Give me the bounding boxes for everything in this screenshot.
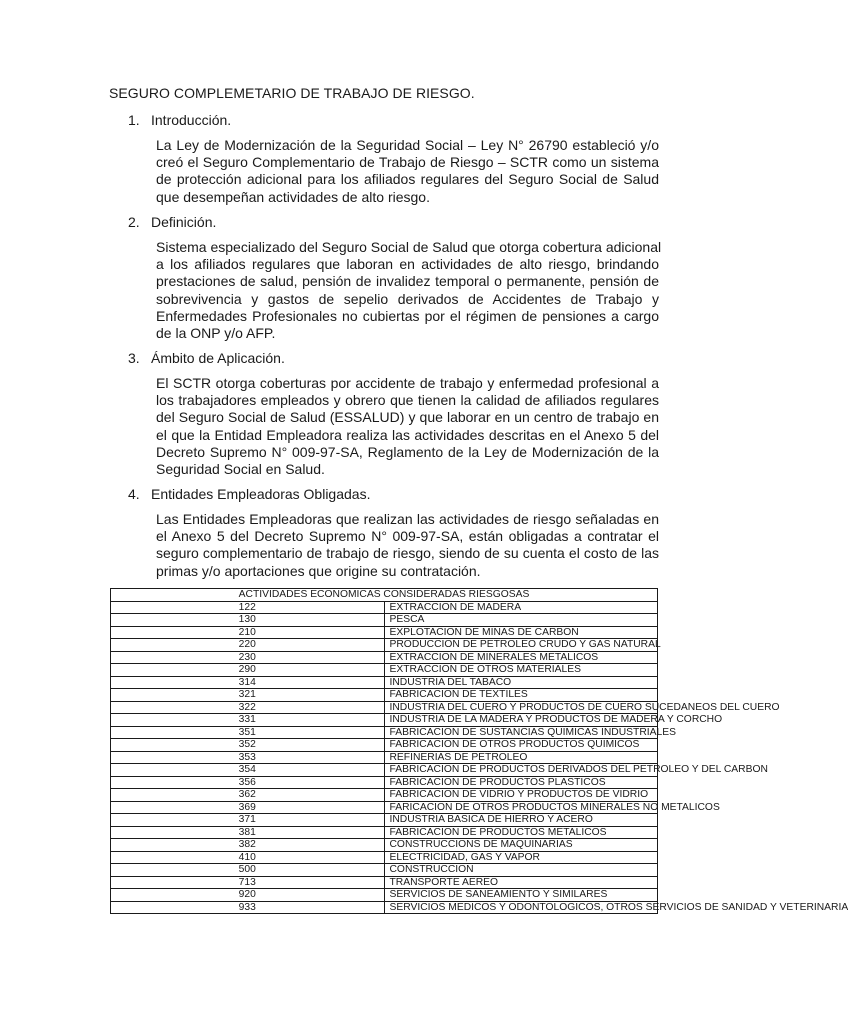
activity-description-cell: SERVICIOS MEDICOS Y ODONTOLOGICOS, OTROS SERVICIOS DE SANIDAD Y VETERINARIA [384, 901, 658, 914]
section-4-heading [128, 486, 370, 503]
activity-code-cell: 354 [111, 764, 385, 777]
activity-code-cell: 362 [111, 789, 385, 802]
activity-description-cell: ELECTRICIDAD, GAS Y VAPOR [384, 851, 658, 864]
table-row [111, 676, 658, 689]
paragraph-line: sobrevivencia y gastos de sepelio derivados de Accidentes de Trabajo y [156, 290, 659, 307]
activity-description-cell: REFINERIAS DE PETROLEO [384, 751, 658, 764]
activity-code-cell: 122 [111, 601, 385, 614]
paragraph-line: Seguridad Social en Salud. [156, 461, 325, 478]
section-4-title: Entidades Empleadoras Obligadas. [151, 486, 371, 502]
activity-description-cell: FABRICACION DE SUSTANCIAS QUIMICAS INDUSTRIALES [384, 726, 658, 739]
paragraph-line: que desempeñan actividades de alto riesgo. [156, 188, 430, 205]
activity-description-cell: CONSTRUCCION [384, 864, 658, 877]
activity-code-cell: 351 [111, 726, 385, 739]
activity-code-cell: 353 [111, 751, 385, 764]
table-row [111, 626, 658, 639]
activity-description-cell: INDUSTRIA DEL TABACO [384, 676, 658, 689]
section-2-number: 2. [128, 214, 140, 230]
paragraph-line: del Seguro Social de Salud (ESSALUD) y que laborar en un centro de trabajo en [156, 409, 659, 426]
activity-description-cell: FABRICACION DE PRODUCTOS DERIVADOS DEL PETROLEO Y DEL CARBON [384, 764, 658, 777]
activity-code-cell: 920 [111, 889, 385, 902]
activity-description-cell: EXTRACCION DE MADERA [384, 601, 658, 614]
table-row [111, 789, 658, 802]
table-row [111, 651, 658, 664]
activity-description-cell: CONSTRUCCIONS DE MAQUINARIAS [384, 839, 658, 852]
table-row [111, 664, 658, 677]
section-1-paragraph [156, 137, 659, 206]
section-1-number: 1. [128, 112, 140, 128]
activity-code-cell: 356 [111, 776, 385, 789]
paragraph-line: el Anexo 5 del Decreto Supremo N° 009-97-SA, están obligadas a contratar el [156, 528, 659, 545]
table-row [111, 614, 658, 627]
activity-code-cell: 290 [111, 664, 385, 677]
paragraph-line: de protección adicional para los afiliados regulares del Seguro Social de Salud [156, 171, 659, 188]
activity-description-cell: EXPLOTACION DE MINAS DE CARBON [384, 626, 658, 639]
activity-code-cell: 369 [111, 801, 385, 814]
table-row [111, 739, 658, 752]
activity-code-cell: 210 [111, 626, 385, 639]
activity-description-cell: FABRICACION DE PRODUCTOS METALICOS [384, 826, 658, 839]
table-row [111, 764, 658, 777]
paragraph-line: Las Entidades Empleadoras que realizan las actividades de riesgo señaladas en [156, 511, 659, 527]
paragraph-line: seguro complementario de trabajo de riesgo, siendo de su cuenta el costo de las [156, 545, 659, 562]
table-row [111, 889, 658, 902]
activity-description-cell: EXTRACCION DE OTROS MATERIALES [384, 664, 658, 677]
activity-description-cell: EXTRACCION DE MINERALES METALICOS [384, 651, 658, 664]
table-row [111, 776, 658, 789]
table-row [111, 814, 658, 827]
activity-description-cell: INDUSTRIA DE LA MADERA Y PRODUCTOS DE MADERA Y CORCHO [384, 714, 658, 727]
table-row [111, 851, 658, 864]
activity-code-cell: 713 [111, 876, 385, 889]
document-title: SEGURO COMPLEMETARIO DE TRABAJO DE RIESGO. [109, 85, 475, 101]
activity-description-cell: FARICACION DE OTROS PRODUCTOS MINERALES NO METALICOS [384, 801, 658, 814]
section-2-title: Definición. [151, 214, 217, 230]
activity-code-cell: 933 [111, 901, 385, 914]
table-row [111, 639, 658, 652]
activity-description-cell: SERVICIOS DE SANEAMIENTO Y SIMILARES [384, 889, 658, 902]
activity-description-cell: TRANSPORTE AEREO [384, 876, 658, 889]
paragraph-line: Sistema especializado del Seguro Social de Salud que otorga cobertura adicional [156, 239, 662, 255]
activity-code-cell: 321 [111, 689, 385, 702]
activity-code-cell: 381 [111, 826, 385, 839]
table-body [111, 601, 848, 914]
section-4-paragraph [156, 511, 659, 580]
section-4-number: 4. [128, 486, 140, 502]
section-1-title: Introducción. [151, 112, 232, 128]
activity-description-cell: FABRICACION DE TEXTILES [384, 689, 658, 702]
table-row [111, 751, 658, 764]
table-row [111, 689, 658, 702]
activity-description-cell: FABRICACION DE VIDRIO Y PRODUCTOS DE VIDRIO [384, 789, 658, 802]
activity-description-cell: FABRICACION DE PRODUCTOS PLASTICOS [384, 776, 658, 789]
activity-code-cell: 371 [111, 814, 385, 827]
activity-code-cell: 322 [111, 701, 385, 714]
table-row [111, 839, 658, 852]
table-header-row [111, 589, 658, 602]
paragraph-line: La Ley de Modernización de la Seguridad Social – Ley N° 26790 estableció y/o [156, 137, 659, 153]
table-row [111, 864, 658, 877]
paragraph-line: prestaciones de salud, pensión de invalidez temporal o permanente, pensión de [156, 273, 659, 290]
activity-code-cell: 220 [111, 639, 385, 652]
table-row [111, 601, 658, 614]
activity-code-cell: 230 [111, 651, 385, 664]
table-row [111, 701, 658, 714]
activity-description-cell: PESCA [384, 614, 658, 627]
activity-code-cell: 500 [111, 864, 385, 877]
activity-code-cell: 352 [111, 739, 385, 752]
paragraph-line: Enfermedades Profesionales no cubiertas por el régimen de pensiones a cargo [156, 307, 659, 324]
table-row [111, 826, 658, 839]
activity-description-cell: INDUSTRIA DEL CUERO Y PRODUCTOS DE CUERO SUCEDANEOS DEL CUERO [384, 701, 658, 714]
paragraph-line: los trabajadores empleados y obrero que tienen la calidad de afiliados regulares [156, 392, 659, 409]
paragraph-line: de la ONP y/o AFP. [156, 325, 276, 342]
paragraph-line: Decreto Supremo N° 009-97-SA, Reglamento de la Ley de Modernización de la [156, 443, 659, 460]
section-1-heading [128, 112, 231, 129]
activity-code-cell: 410 [111, 851, 385, 864]
section-2-heading [128, 214, 216, 231]
section-3-heading [128, 350, 285, 367]
activity-description-cell: INDUSTRIA BASICA DE HIERRO Y ACERO [384, 814, 658, 827]
paragraph-line: creó el Seguro Complementario de Trabajo de Riesgo – SCTR como un sistema [156, 154, 659, 171]
activity-description-cell: PRODUCCION DE PETROLEO CRUDO Y GAS NATURAL [384, 639, 658, 652]
paragraph-line: a los afiliados regulares que laboran en actividades de alto riesgo, brindando [156, 256, 659, 273]
table-row [111, 714, 658, 727]
activity-code-cell: 130 [111, 614, 385, 627]
section-3-title: Ámbito de Aplicación. [151, 350, 285, 366]
section-3-paragraph [156, 375, 659, 478]
table-header: ACTIVIDADES ECONOMICAS CONSIDERADAS RIESGOSAS [111, 589, 658, 602]
activity-code-cell: 331 [111, 714, 385, 727]
table-row [111, 726, 658, 739]
activity-code-cell: 382 [111, 839, 385, 852]
table-row [111, 801, 658, 814]
table-row [111, 901, 658, 914]
section-2-paragraph [156, 239, 662, 342]
table-row [111, 876, 658, 889]
paragraph-line: El SCTR otorga coberturas por accidente de trabajo y enfermedad profesional a [156, 375, 659, 391]
risk-activities-table [110, 588, 848, 914]
activity-description-cell: FABRICACION DE OTROS PRODUCTOS QUIMICOS [384, 739, 658, 752]
paragraph-line: primas y/o aportaciones que origine su contratación. [156, 562, 481, 579]
section-3-number: 3. [128, 350, 140, 366]
activity-code-cell: 314 [111, 676, 385, 689]
paragraph-line: el que la Entidad Empleadora realiza las actividades descritas en el Anexo 5 del [156, 426, 659, 443]
